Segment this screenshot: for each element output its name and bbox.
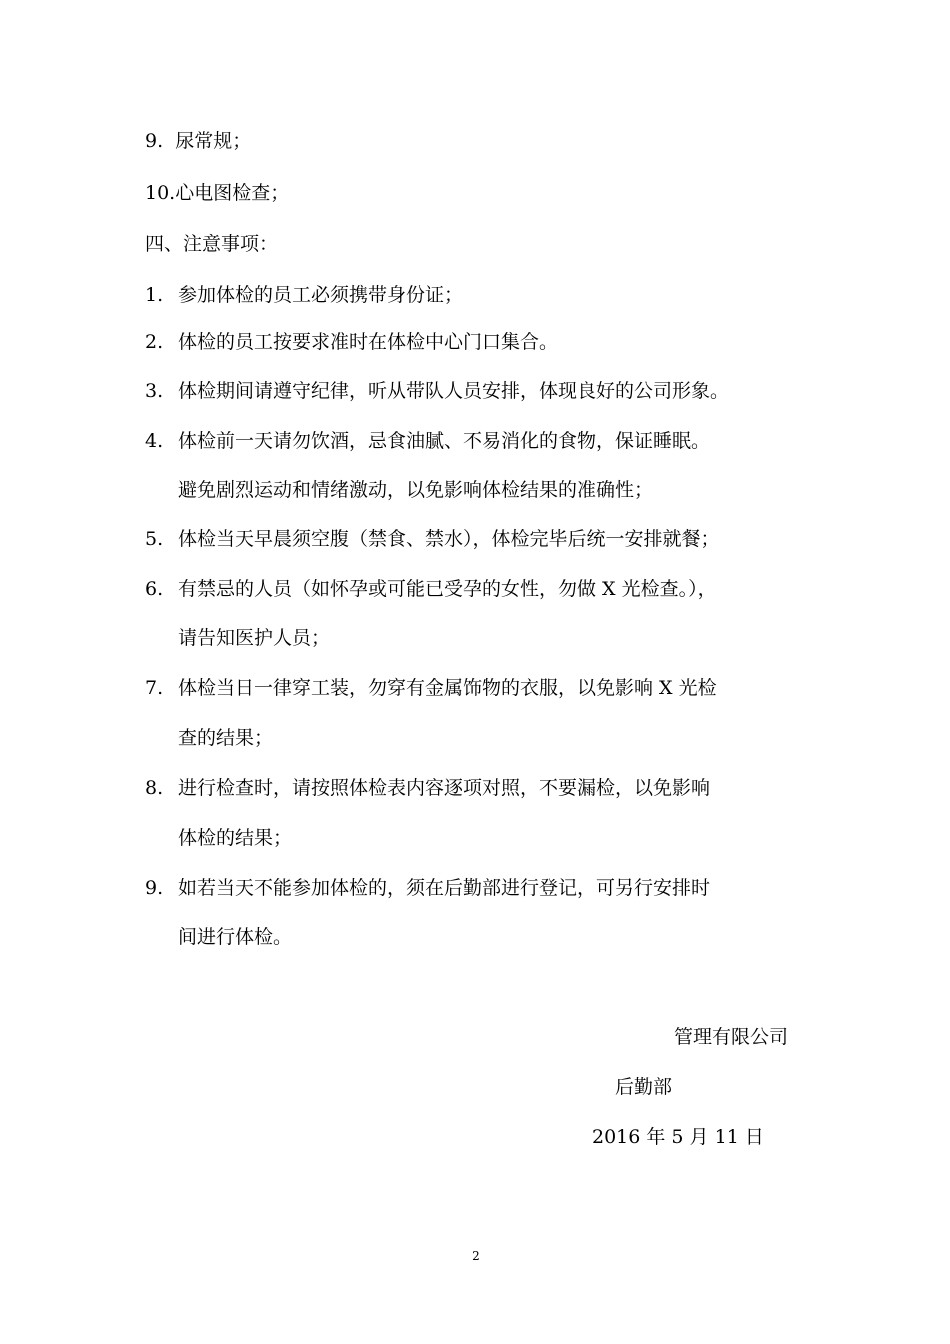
note-number: 4. (145, 430, 164, 452)
note-8 (145, 775, 163, 801)
note-line: 有禁忌的人员（如怀孕或可能已受孕的女性，勿做 X 光检查。）， (178, 578, 717, 600)
note-line: 体检当天早晨须空腹（禁食、禁水），体检完毕后统一安排就餐； (178, 528, 720, 550)
note-line: 参加体检的员工必须携带身份证； (178, 284, 464, 306)
section-heading: 四、注意事项： (145, 233, 279, 255)
note-line: 体检当日一律穿工装，勿穿有金属饰物的衣服，以免影响 X 光检 (178, 677, 717, 699)
checkup-item-10 (145, 180, 289, 206)
note-number: 1. (145, 284, 164, 306)
note-line: 体检的员工按要求准时在体检中心门口集合。 (178, 331, 559, 353)
page-number: 2 (472, 1249, 480, 1263)
checkup-item-text: 尿常规； (175, 130, 252, 152)
note-line: 请告知医护人员； (178, 627, 331, 649)
note-line: 间进行体检。 (178, 926, 293, 948)
checkup-item-9 (145, 128, 251, 154)
note-5 (145, 526, 163, 552)
note-9 (145, 875, 163, 901)
note-1 (145, 282, 163, 308)
note-line: 体检前一天请勿饮酒，忌食油腻、不易消化的食物，保证睡眠。 (178, 430, 711, 452)
note-line: 如若当天不能参加体检的，须在后勤部进行登记，可另行安排时 (178, 877, 711, 899)
note-3 (145, 378, 163, 404)
note-number: 2. (145, 331, 164, 353)
note-number: 5. (145, 528, 164, 550)
note-line: 进行检查时，请按照体检表内容逐项对照，不要漏检，以免影响 (178, 777, 711, 799)
signature-department: 后勤部 (615, 1076, 673, 1098)
note-2 (145, 329, 163, 355)
note-line: 查的结果； (178, 727, 274, 749)
note-number: 6. (145, 578, 164, 600)
signature-date: 2016 年 5 月 11 日 (592, 1126, 764, 1148)
note-number: 3. (145, 380, 164, 402)
note-6 (145, 576, 163, 602)
checkup-item-text: 心电图检查； (175, 182, 290, 204)
note-number: 7. (145, 677, 164, 699)
note-4 (145, 428, 163, 454)
note-line: 体检的结果； (178, 827, 293, 849)
checkup-item-number: 10. (145, 182, 176, 204)
note-line: 体检期间请遵守纪律，听从带队人员安排，体现良好的公司形象。 (178, 380, 730, 402)
signature-company: 管理有限公司 (674, 1026, 789, 1048)
note-line: 避免剧烈运动和情绪激动，以免影响体检结果的准确性； (178, 479, 654, 501)
note-number: 8. (145, 777, 164, 799)
note-number: 9. (145, 877, 164, 899)
note-7 (145, 675, 163, 701)
checkup-item-number: 9. (145, 130, 164, 152)
